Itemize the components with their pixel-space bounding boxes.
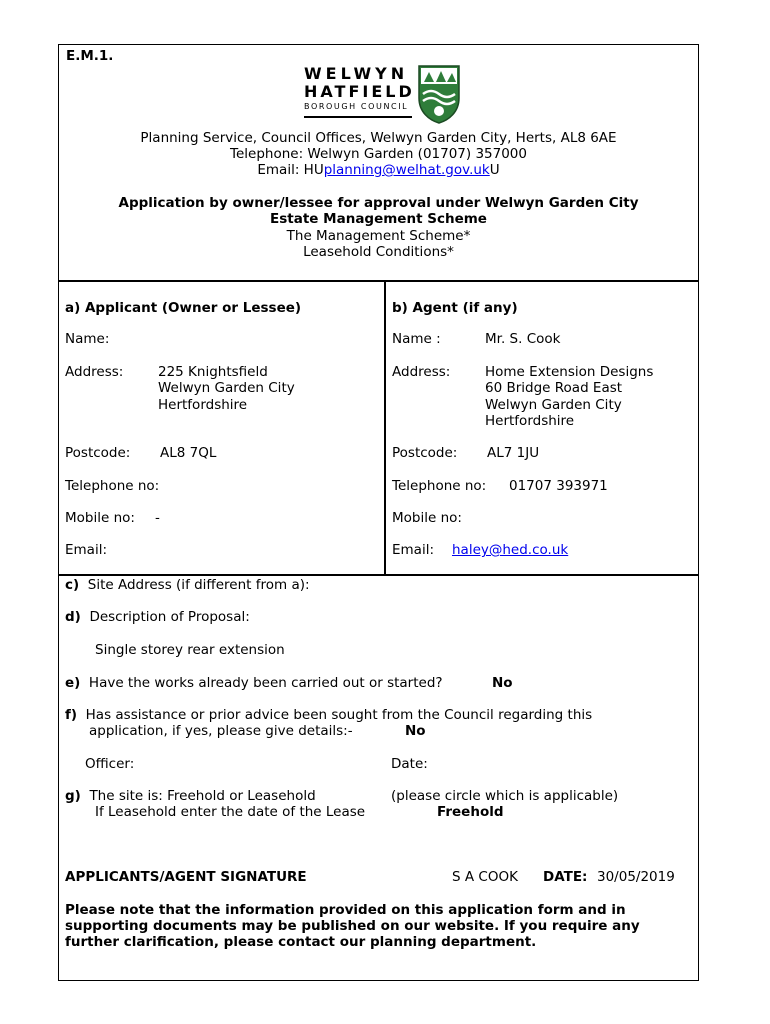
question-f-answer: No (405, 723, 426, 739)
question-d (65, 609, 250, 625)
applicant-name-label: Name: (65, 331, 110, 347)
notice-line1: Please note that the information provided on this application form and in (65, 902, 626, 918)
notice-line2: supporting documents may be published on our website. If you require any (65, 918, 640, 934)
question-g (65, 788, 316, 804)
question-g-answer: Freehold (437, 804, 504, 820)
question-d-text: Description of Proposal: (89, 609, 250, 625)
date-label: Date: (391, 756, 428, 772)
form-code: E.M.1. (66, 48, 114, 64)
question-e-letter: e) (65, 675, 81, 691)
question-g-note: (please circle which is applicable) (391, 788, 619, 804)
agent-address-line4: Hertfordshire (485, 413, 575, 429)
agent-postcode: AL7 1JU (487, 445, 540, 461)
applicant-address-line3: Hertfordshire (158, 397, 248, 413)
agent-heading: b) Agent (if any) (392, 300, 518, 316)
agent-address-line2: 60 Bridge Road East (485, 380, 623, 396)
question-c-letter: c) (65, 577, 80, 593)
leasehold-option: Leasehold Conditions* (303, 244, 454, 260)
applicant-heading: a) Applicant (Owner or Lessee) (65, 300, 302, 316)
question-c (65, 577, 310, 593)
email-suffix: U (489, 162, 500, 178)
signature-value: S A COOK (452, 869, 518, 885)
applicant-telephone-label: Telephone no: (65, 478, 160, 494)
agent-mobile-label: Mobile no: (392, 510, 462, 526)
scheme-option: The Management Scheme* (286, 228, 471, 244)
applicant-address-line1: 225 Knightsfield (158, 364, 268, 380)
applicant-postcode-label: Postcode: (65, 445, 131, 461)
logo-text-welwyn: WELWYN (304, 64, 409, 83)
council-email-link[interactable]: planning@welhat.gov.uk (323, 162, 490, 178)
question-f-text: Has assistance or prior advice been sought from the Council regarding this (85, 707, 593, 723)
question-e-answer: No (492, 675, 513, 691)
question-g-text-line2: If Leasehold enter the date of the Lease (95, 804, 366, 820)
question-e-text: Have the works already been carried out or started? (88, 675, 443, 691)
divider-parties (58, 574, 699, 576)
logo-underline (304, 116, 412, 118)
email-prefix: Email: HU (257, 162, 324, 178)
question-g-text: The site is: Freehold or Leasehold (89, 788, 316, 804)
signature-date: 30/05/2019 (597, 869, 675, 885)
applicant-postcode: AL8 7QL (160, 445, 217, 461)
council-telephone: Telephone: Welwyn Garden (01707) 357000 (230, 146, 527, 162)
agent-telephone-label: Telephone no: (392, 478, 487, 494)
council-address: Planning Service, Council Offices, Welwyn Garden City, Herts, AL8 6AE (140, 130, 617, 146)
officer-label: Officer: (85, 756, 135, 772)
question-f-letter: f) (65, 707, 78, 723)
divider-header (58, 280, 699, 282)
question-f-text-line2: application, if yes, please give details:- (89, 723, 353, 739)
form-title-line1: Application by owner/lessee for approval under Welwyn Garden City (118, 195, 639, 211)
question-e (65, 675, 443, 691)
question-g-letter: g) (65, 788, 81, 804)
question-d-letter: d) (65, 609, 81, 625)
shield-icon (417, 64, 461, 124)
notice-line3: further clarification, please contact our planning department. (65, 934, 537, 950)
signature-label: APPLICANTS/AGENT SIGNATURE (65, 869, 307, 885)
agent-address-line3: Welwyn Garden City (485, 397, 622, 413)
applicant-email-label: Email: (65, 542, 108, 558)
agent-postcode-label: Postcode: (392, 445, 458, 461)
question-c-text: Site Address (if different from a): (87, 577, 310, 593)
applicant-address-line2: Welwyn Garden City (158, 380, 295, 396)
applicant-address-label: Address: (65, 364, 124, 380)
logo-text-borough: BOROUGH COUNCIL (304, 102, 409, 111)
divider-columns (384, 280, 386, 575)
agent-address-label: Address: (392, 364, 451, 380)
logo-text-hatfield: HATFIELD (304, 82, 415, 101)
agent-address-line1: Home Extension Designs (485, 364, 654, 380)
agent-name: Mr. S. Cook (485, 331, 561, 347)
agent-telephone: 01707 393971 (509, 478, 608, 494)
agent-email-label: Email: (392, 542, 435, 558)
applicant-mobile: - (155, 510, 160, 526)
signature-date-label: DATE: (543, 869, 588, 885)
applicant-mobile-label: Mobile no: (65, 510, 135, 526)
council-email (58, 162, 699, 178)
question-f (65, 707, 592, 723)
form-title-line2: Estate Management Scheme (270, 211, 487, 227)
proposal-description: Single storey rear extension (95, 642, 285, 658)
agent-email-link[interactable]: haley@hed.co.uk (452, 542, 569, 558)
agent-name-label: Name : (392, 331, 441, 347)
